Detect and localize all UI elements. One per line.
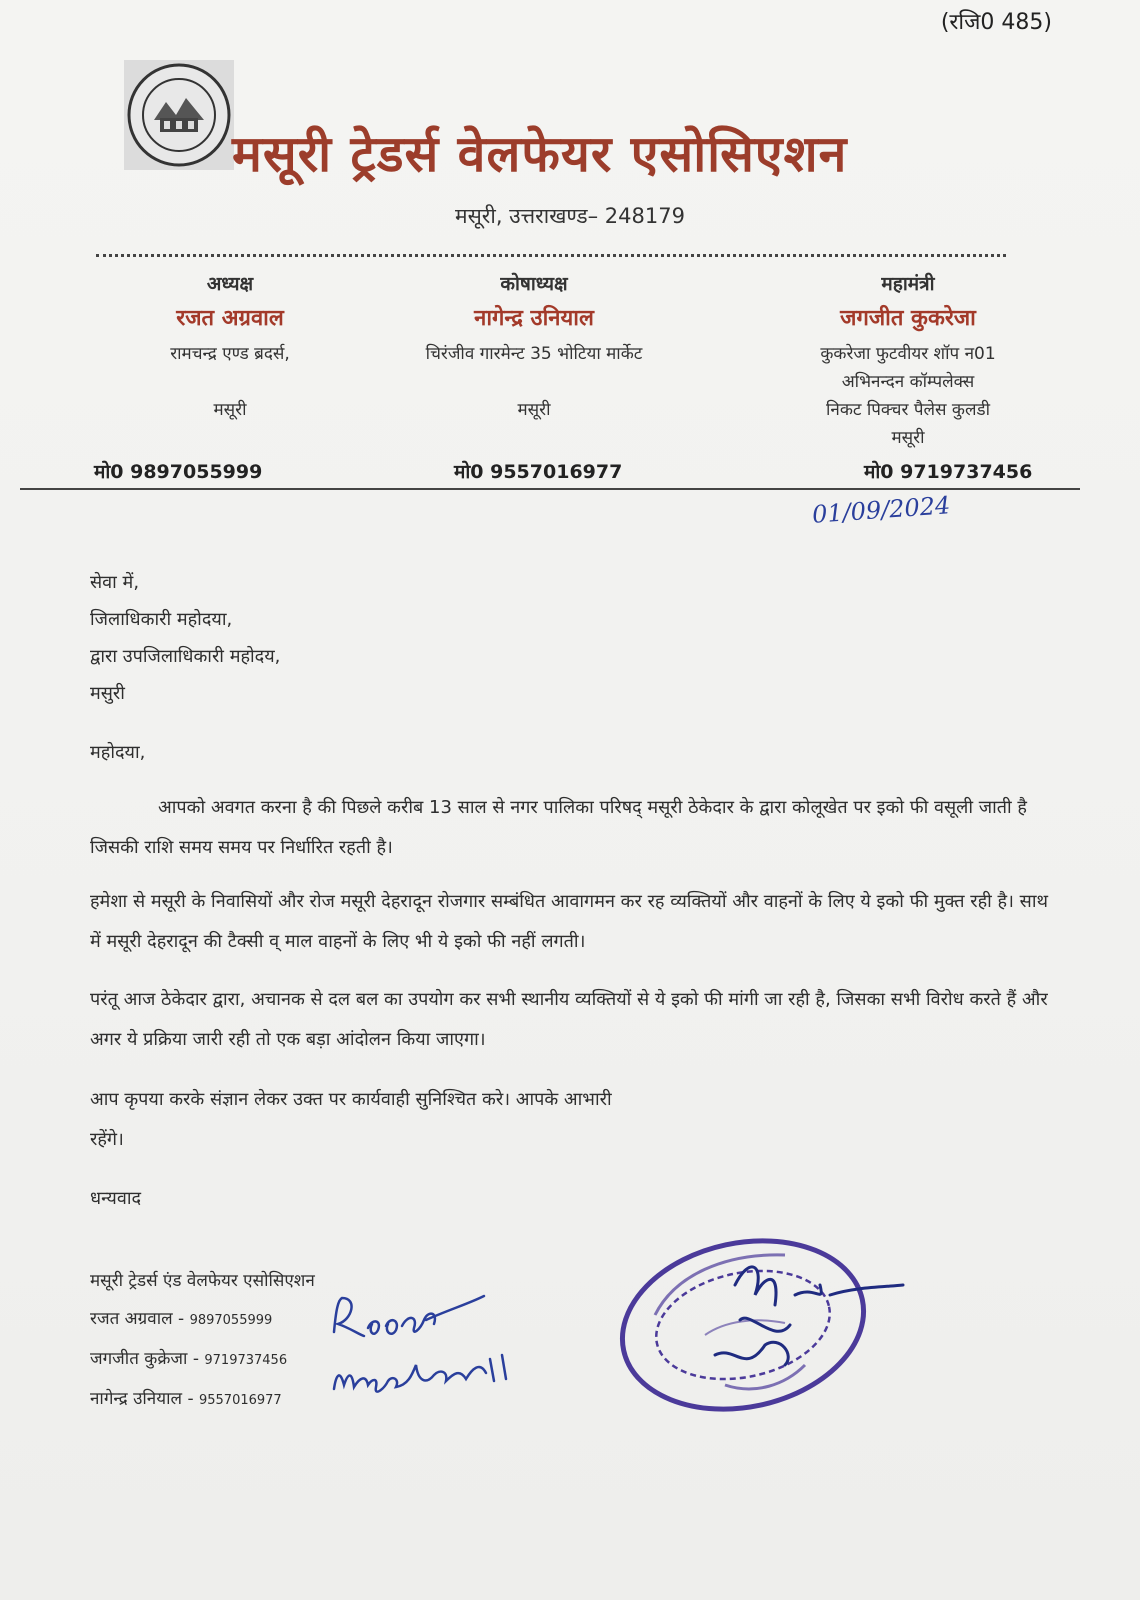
signatory-block	[90, 1262, 315, 1420]
registration-number: (रजि0 485)	[940, 10, 1052, 35]
organization-name: मसूरी ट्रेडर्स वेलफेयर एसोसिएशन	[232, 125, 848, 183]
signatory-org: मसूरी ट्रेडर्स एंड वेलफेयर एसोसिएशन	[90, 1271, 315, 1291]
header-divider	[96, 254, 1006, 257]
letterhead-rule	[20, 488, 1080, 490]
recipient-line: सेवा में,	[90, 572, 140, 593]
officer-name: नागेन्द्र उनियाल	[474, 306, 594, 331]
signatory-line: रजत अग्रवाल - 9897055999	[90, 1309, 273, 1329]
signature-rajat	[328, 1290, 488, 1350]
officer-role: अध्यक्ष	[206, 273, 254, 295]
mobile-secretary: मो0 9719737456	[864, 461, 1033, 483]
recipient-line: द्वारा उपजिलाधिकारी महोदय,	[90, 646, 281, 667]
body-paragraph-4: आप कृपया करके संज्ञान लेकर उक्त पर कार्यवाही सुनिश्चित करे। आपके आभारी रहेंगे।	[90, 1089, 612, 1150]
officer-role: महामंत्री	[881, 273, 935, 295]
officer-name: जगजीत कुकरेजा	[840, 306, 976, 331]
officer-address: चिरंजीव गारमेन्ट 35 भोटिया मार्केट मसूरी	[425, 344, 643, 420]
salutation: महोदया,	[90, 742, 146, 763]
officer-name: रजत अग्रवाल	[176, 306, 284, 331]
signature-nagendra	[330, 1345, 530, 1400]
signatory-line: जगजीत कुक्रेजा - 9719737456	[90, 1349, 288, 1369]
officer-role: कोषाध्यक्ष	[500, 273, 568, 295]
mobile-president: मो0 9897055999	[94, 461, 263, 483]
recipient-line: मसुरी	[90, 683, 125, 704]
recipient-address	[90, 564, 280, 712]
official-stamp	[615, 1225, 905, 1415]
officer-president	[60, 270, 400, 424]
association-logo	[124, 60, 234, 170]
organization-address: मसूरी, उत्तराखण्ड– 248179	[455, 204, 685, 228]
closing: धन्यवाद	[90, 1188, 142, 1209]
officer-address: रामचन्द्र एण्ड ब्रदर्स, मसूरी	[170, 344, 290, 420]
body-paragraph-3: परंतू आज ठेकेदार द्वारा, अचानक से दल बल का उपयोग कर सभी स्थानीय व्यक्तियों से ये इको फी मांगी जा रही है, जिसका सभी विरोध करते हैं और अगर ये प्रक्रिया जारी रही तो एक बड़ा आंदोलन किया जाएगा।	[90, 989, 1048, 1050]
officer-general-secretary	[738, 270, 1078, 452]
recipient-line: जिलाधिकारी महोदया,	[90, 609, 233, 630]
mobile-treasurer: मो0 9557016977	[454, 461, 623, 483]
signatory-line: नागेन्द्र उनियाल - 9557016977	[90, 1389, 282, 1409]
body-paragraph-1: आपको अवगत करना है की पिछले करीब 13 साल से नगर पालिका परिषद् मसूरी ठेकेदार के द्वारा कोलूखेत पर इको फी वसूली जाती है जिसकी राशि समय समय पर निर्धारित रहती है।	[90, 797, 1027, 858]
officer-address: कुकरेजा फुटवीयर शॉप न01 अभिनन्दन कॉम्पलेक्स निकट पिक्चर पैलेस कुलडी मसूरी	[820, 344, 996, 448]
handwritten-date: 01/09/2024	[811, 491, 952, 529]
officer-treasurer	[364, 270, 704, 424]
body-paragraph-2: हमेशा से मसूरी के निवासियों और रोज मसूरी देहरादून रोजगार सम्बंधित आवागमन कर रह व्यक्तियों और वाहनों के लिए ये इको फी मुक्त रही है। साथ में मसूरी देहरादून की टैक्सी व् माल वाहनों के लिए भी ये इको फी नहीं लगती।	[90, 891, 1048, 952]
